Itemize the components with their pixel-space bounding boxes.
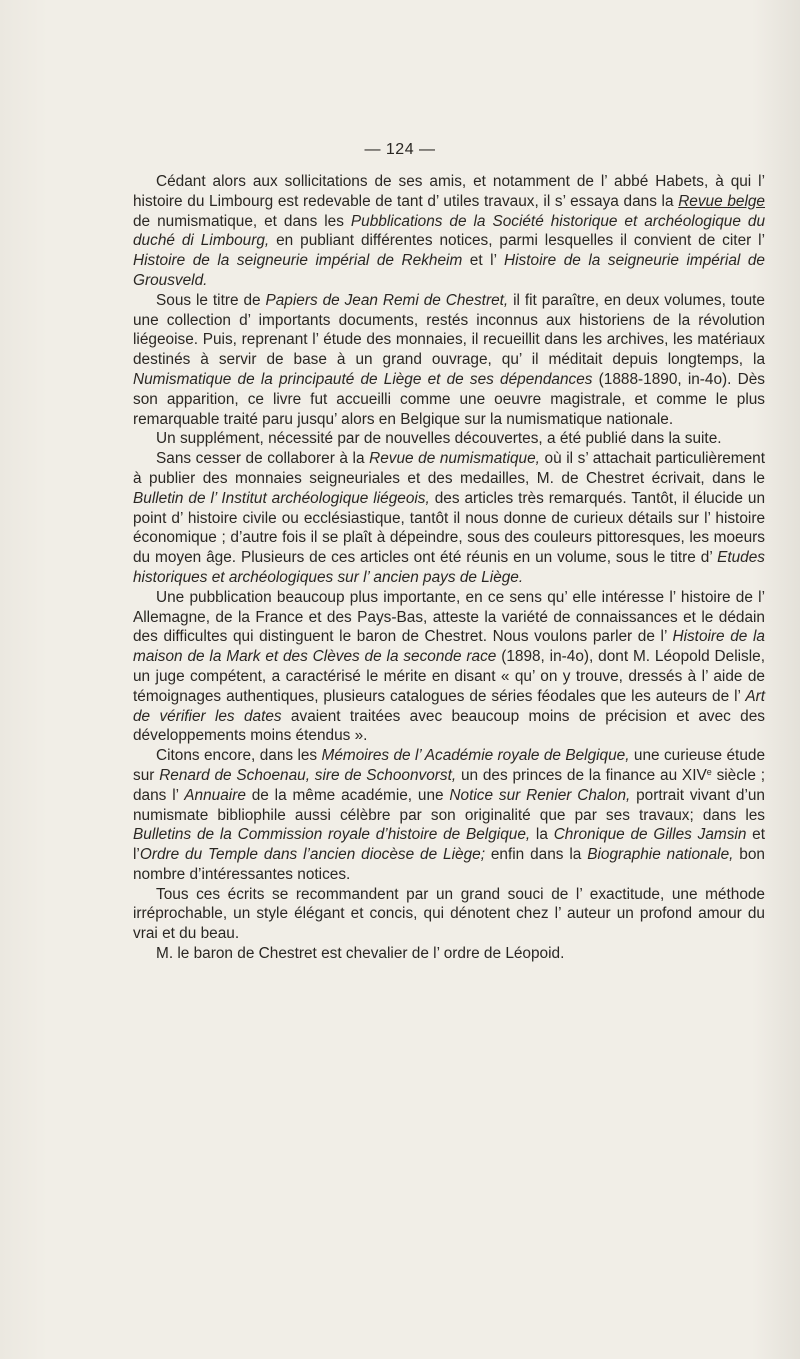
italic-title: Papiers de Jean Remi de Chestret, (265, 291, 509, 309)
text-run: Une pubblication beaucoup plus importante, en ce sens qu’ elle intéresse l’ histoire de l’ Allemagne, de la France et des Pays-Bas, atteste la variété de connaissances et le dédain des difficultes qui distinguent le baron de Chestret. Nous voulons parler de l’ (133, 588, 765, 646)
italic-title: Art de vérifier les dates (133, 687, 765, 725)
italic-title: Mémoires de l’ Académie royale de Belgique, (321, 747, 630, 765)
italic-title: Histoire de la seigneurie impérial de Grousveld. (133, 252, 765, 289)
italic-title: Ordre du Temple dans l’ancien diocèse de Liège; (139, 846, 485, 864)
text-run: Citons encore, dans les (156, 747, 322, 765)
text-run: un des princes de la finance au XIV (456, 766, 707, 784)
text-run: et l’ (133, 826, 765, 864)
text-run: (1898, in-4o), dont M. Léopold Delisle, un juge compétent, a caractérisé le mérite en disant « qu’ on y trouve, dressés à l’ aide de témoignages authentiques, plusieurs catalogues de séries féodales que les auteurs de l’ (133, 648, 765, 705)
superscript: e (706, 766, 712, 777)
text-run: Sous le titre de (156, 291, 266, 309)
text-run: siècle ; dans l’ (133, 766, 765, 804)
text-run: enfin dans la (484, 846, 588, 864)
paragraph (133, 291, 765, 430)
text-run: de la même académie, une (245, 786, 450, 804)
text-run: avaient traitées avec beaucoup moins de précision et avec des développements moins étendus ». (133, 707, 765, 745)
text-run: Un supplément, nécessité par de nouvelles découvertes, a été publié dans la suite. (156, 430, 722, 448)
body-text (133, 172, 765, 964)
italic-title: Revue de numismatique, (369, 450, 540, 468)
italic-title: Renard de Schoenau, sire de Schoonvorst, (159, 766, 457, 784)
text-run: (1888-1890, in-4o). Dès son apparition, ce livre fut accueilli comme une oeuvre magistrale, et comme le plus remarquable traité paru jusqu’ alors en Belgique sur la numismatique nationale. (133, 370, 765, 428)
text-run: une curieuse étude sur (133, 747, 766, 784)
italic-title: Etudes historiques et archéologiques sur l’ ancien pays de Liège. (133, 549, 765, 586)
text-run: la (530, 826, 554, 844)
paragraph (133, 588, 765, 746)
text-run: Tous ces écrits se recommandent par un grand souci de l’ exactitude, une méthode irréprochable, un style élégant et concis, qui dénotent chez l’ auteur un profond amour du vrai et du beau. (133, 885, 765, 943)
underlined-title: Revue belge (678, 192, 765, 210)
italic-title: Histoire de la seigneurie impérial de Rekheim (133, 252, 463, 270)
italic-title: Annuaire (184, 786, 246, 804)
text-run: Sans cesser de collaborer à la (156, 450, 370, 468)
paragraph (133, 449, 765, 588)
italic-title: Pubblications de la Société historique et archéologique du duché di Limbourg, (133, 212, 766, 250)
italic-title: Bulletin de l’ Institut archéologique liégeois, (133, 489, 430, 507)
text-run: en publiant différentes notices, parmi lesquelles il convient de citer l’ (269, 232, 766, 250)
italic-title: Bulletins de la Commission royale d’histoire de Belgique, (133, 826, 531, 844)
paragraph (133, 746, 765, 885)
italic-title: Histoire de la maison de la Mark et des Clèves de la seconde race (133, 628, 765, 666)
text-run: portrait vivant d’un numismate bibliophile aussi célèbre par son originalité que par ses travaux; dans les (133, 786, 765, 824)
text-run: de numismatique, et dans les (133, 212, 351, 230)
text-run: bon nombre d’intéressantes notices. (133, 846, 765, 883)
page-number: — 124 — (364, 141, 436, 158)
paragraph (133, 429, 765, 449)
text-run: M. le baron de Chestret est chevalier de l’ ordre de Léopoid. (156, 945, 565, 963)
text-run: Cédant alors aux sollicitations de ses amis, et notamment de l’ abbé Habets, à qui l’ histoire du Limbourg est redevable de tant d’ utiles travaux, il s’ essaya dans la (133, 173, 765, 210)
text-run: il fit paraître, en deux volumes, toute une collection d’ importants documents, restés inconnus aux historiens de la révolution liégeoise. Puis, reprenant l’ étude des monnaies, il recueillit dans les archives, les matériaux destinés à servir de base à un grand ouvrage, qu’ il méditait depuis longtemps, la (133, 291, 765, 369)
italic-title: Biographie nationale, (587, 846, 734, 864)
italic-title: Notice sur Renier Chalon, (449, 786, 631, 804)
text-run: où il s’ attachait particulièrement à publier des monnaies seigneuriales et des medailles, M. de Chestret écrivait, dans le (133, 450, 765, 487)
paragraph (133, 885, 765, 944)
italic-title: Numismatique de la principauté de Liège et de ses dépendances (133, 370, 593, 388)
paragraph (133, 944, 765, 964)
paragraph (133, 172, 765, 291)
italic-title: Chronique de Gilles Jamsin (553, 826, 747, 844)
text-run: des articles très remarqués. Tantôt, il élucide un point d’ histoire civile ou ecclésiastique, tantôt il nous donne de curieux détails sur l’ histoire économique ; d’autre fois il se plaît à dépeindre, sous des couleurs pittoresques, les moeurs du moyen âge. Plusieurs de ces articles ont été réunis en un volume, sous le titre d’ (133, 489, 765, 567)
text-run: et l’ (462, 252, 504, 270)
